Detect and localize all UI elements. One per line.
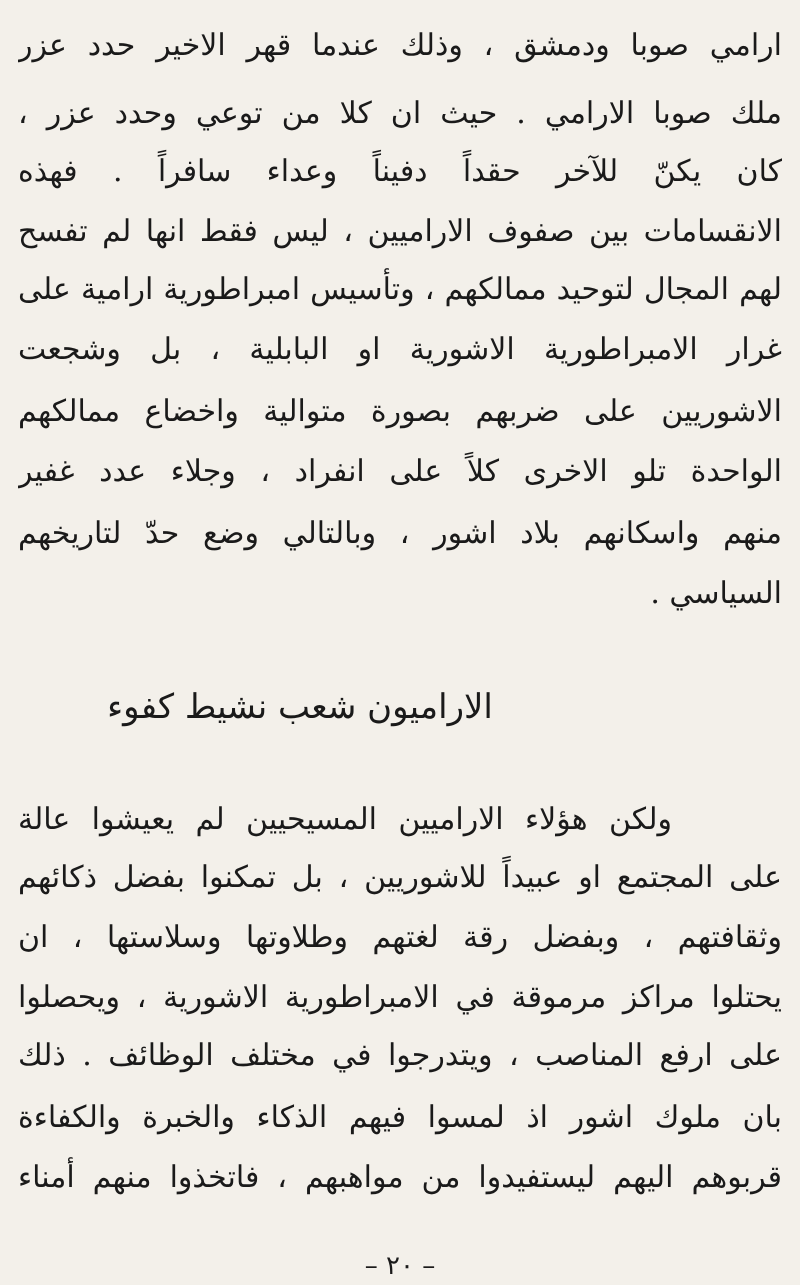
paragraph-1-line-5: لهم المجال لتوحيد ممالكهم ، وتأسيس امبراطورية ارامية على — [18, 272, 782, 307]
paragraph-2-line-6: بان ملوك اشور اذ لمسوا فيهم الذكاء والخبرة والكفاءة — [18, 1100, 782, 1135]
paragraph-1-line-3: كان يكنّ للآخر حقداً دفيناً وعداء سافراً . فهذه — [18, 154, 782, 189]
paragraph-1-line-10: السياسي . — [650, 576, 782, 611]
paragraph-1-line-2: ملك صوبا الارامي . حيث ان كلا من توعي وحدد عزر ، — [18, 96, 782, 131]
paragraph-1-line-9: منهم واسكانهم بلاد اشور ، وبالتالي وضع حدّ لتاريخهم — [18, 516, 782, 551]
paragraph-2-line-7: قربوهم اليهم ليستفيدوا من مواهبهم ، فاتخذوا منهم أمناء — [18, 1160, 782, 1195]
paragraph-1-line-1: ارامي صوبا ودمشق ، وذلك عندما قهر الاخير حدد عزر — [18, 28, 782, 63]
paragraph-1-line-8: الواحدة تلو الاخرى كلاً على انفراد ، وجلاء عدد غفير — [18, 454, 782, 489]
page-number: – ٢٠ – — [364, 1251, 436, 1281]
paragraph-2-line-3: وثقافتهم ، وبفضل رقة لغتهم وطلاوتها وسلاستها ، ان — [18, 920, 782, 955]
section-heading: الاراميون شعب نشيط كفوء — [107, 687, 493, 727]
paragraph-1-line-7: الاشوريين على ضربهم بصورة متوالية واخضاع ممالكهم — [18, 394, 782, 429]
paragraph-2-line-5: على ارفع المناصب ، ويتدرجوا في مختلف الوظائف . ذلك — [18, 1038, 782, 1073]
paragraph-2-line-4: يحتلوا مراكز مرموقة في الامبراطورية الاشورية ، ويحصلوا — [18, 980, 782, 1015]
paragraph-2-line-2: على المجتمع او عبيداً للاشوريين ، بل تمكنوا بفضل ذكائهم — [18, 860, 782, 895]
paragraph-2-line-1: ولكن هؤلاء الاراميين المسيحيين لم يعيشوا عالة — [18, 802, 672, 837]
paragraph-1-line-6: غرار الامبراطورية الاشورية او البابلية ، بل وشجعت — [18, 332, 782, 367]
paragraph-1-line-4: الانقسامات بين صفوف الاراميين ، ليس فقط انها لم تفسح — [18, 214, 782, 249]
